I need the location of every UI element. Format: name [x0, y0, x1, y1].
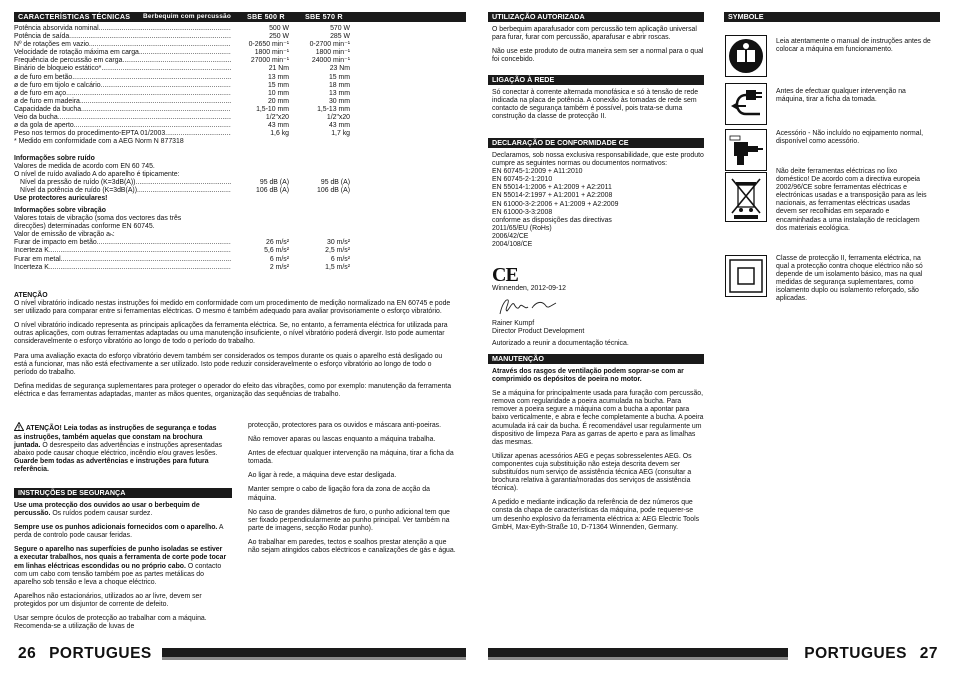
attention-paragraph: O nível vibratório indicado nestas instruções foi medido em conformidade com um procedimento de medição normalizado na EN 60745 e pode ser utilizado para comparar entre si ferramentas eléctricas. O mesmo é também adequado para avaliar provisoriamente o esforço vibratório.	[14, 300, 451, 316]
ce-authorized: Autorizado a reunir a documentação técnica.	[492, 340, 629, 348]
maint-text: Através dos rasgos de ventilação podem soprar-se com ar comprimido os depósitos de poeira no motor.	[492, 368, 684, 384]
spec-row	[14, 57, 350, 65]
spec-value-1: 43 mm	[267, 122, 289, 130]
spec-label: ø de furo em aço	[14, 89, 67, 97]
maint-section	[492, 368, 704, 538]
noise-value-2: 95 dB (A)	[320, 179, 350, 187]
spec-value-1: 500 W	[269, 25, 289, 32]
spec-value-2: 18 mm	[328, 81, 350, 89]
spec-value-2: 1,5-13 mm	[317, 105, 350, 113]
noise-value-1: 95 dB (A)	[259, 179, 289, 187]
safety-text: No caso de grandes diâmetros de furo, o punho adicional tem que ser fixado perpendicularmente ao punho principal. Ver também na parte de imagens, secção Rodar punho).	[248, 508, 450, 532]
vib-label: Incerteza K	[14, 247, 49, 255]
sym-text: Acessório - Não incluído no eqipamento normal, disponível como acessório.	[776, 130, 924, 146]
warning-block	[14, 422, 226, 475]
spec-value-1: 1/2"x20	[265, 114, 289, 122]
auth-section	[492, 26, 704, 70]
spec-row	[14, 41, 350, 49]
class-ii-icon	[725, 255, 767, 297]
warning-keep: Guarde bem todas as advertências e instruções para futura referência.	[14, 458, 209, 474]
page-language: PORTUGUES	[49, 645, 152, 662]
spec-row	[14, 25, 350, 33]
ce-norm-item: EN 61000-3-3:2008	[492, 208, 553, 216]
left-page	[14, 12, 466, 664]
safety-text: Ao trabalhar em paredes, tectos e soalhos prestar atenção a que não sejam atingidos cabos eléctricos e canalizações de gás e água.	[248, 538, 456, 555]
spec-value-2: 0-2700 min⁻¹	[309, 41, 350, 49]
footer-rule	[488, 648, 788, 660]
spec-row	[14, 98, 350, 106]
spec-label: Peso nos termos do procedimento-EPTA 01/2003	[14, 130, 166, 138]
spec-value-1: 15 mm	[267, 81, 289, 89]
spec-row	[14, 65, 350, 73]
noise-title: Informações sobre ruído	[14, 155, 95, 162]
right-page	[488, 12, 940, 664]
ce-intro: Declaramos, sob nossa exclusiva responsabilidade, que este produto cumpre as seguintes normas ou documentos normativos:	[492, 152, 704, 168]
vib-label: Furar de impacto em betão	[14, 239, 97, 247]
noise-label: Nível da pressão de ruído (K=3dB(A))	[20, 179, 136, 187]
sym-text: Classe de protecção II, ferramenta eléctrica, na qual a protecção contra choque eléctrico não só depende de um isolamento básico, mas na qual medidas de segurança suplementares, como isolamento duplo ou isolamento reforçado, são aplicadas.	[776, 255, 923, 303]
vib-value-2: 1,5 m/s²	[325, 263, 350, 271]
safety-header: INSTRUÇÕES DE SEGURANÇA	[14, 488, 232, 498]
page-language: PORTUGUES	[804, 645, 907, 662]
spec-row	[14, 114, 350, 122]
spec-value-2: 1,7 kg	[331, 130, 350, 138]
spec-label: ø de furo em betão	[14, 73, 73, 81]
footer-rule	[162, 648, 466, 660]
vib-label: Furar em metal	[14, 255, 61, 263]
safety-column	[14, 502, 228, 637]
spec-label: ø da gola de aperto	[14, 122, 74, 130]
vib-line: Valor de emissão de vibração aₕ:	[14, 231, 115, 239]
ce-name: Rainer Kumpf	[492, 320, 535, 327]
vib-value-1: 6 m/s²	[269, 255, 289, 263]
accessory-icon	[725, 129, 767, 171]
spec-value-2: 13 mm	[328, 89, 350, 97]
spec-value-1: 250 W	[269, 33, 289, 41]
noise-line: O nível de ruído avaliado A do aparelho é tipicamente:	[14, 171, 180, 179]
page-number	[18, 645, 152, 663]
spec-value-1: 0-2650 min⁻¹	[248, 41, 289, 49]
spec-label: Nº de rotações em vazio	[14, 41, 89, 49]
vib-value-2: 30 m/s²	[327, 239, 350, 247]
ce-norms	[492, 168, 704, 249]
safety-text: protecção, protectores para os ouvidos e máscara anti-poeiras.	[248, 422, 442, 429]
ce-signatory	[492, 320, 704, 348]
spec-value-1: 27000 min⁻¹	[250, 57, 289, 65]
safety-text: Aparelhos não estacionários, utilizados ao ar livre, devem ser protegidos por um disjuntor de corrente de defeito.	[14, 592, 202, 608]
ce-norm-item: 2011/65/EU (RoHs)	[492, 224, 552, 232]
safety-bold: Sempre use os punhos adicionais fornecidos com o aparelho.	[14, 524, 218, 532]
maint-text: A pedido e mediante indicação da referência de dez números que consta da chapa de características da máquina, pode requerer-se um desenho explosivo da ferramenta eléctrica a: AEG Electric Tools GmbH, Max-Eyth-Straße 10, D-71364 Winnenden, Germany.	[492, 499, 700, 531]
ce-norm-item: EN 60745-2-1:2010	[492, 176, 553, 184]
spec-row	[14, 122, 350, 130]
page-number-value: 27	[919, 645, 938, 662]
auth-header: UTILIZAÇÃO AUTORIZADA	[488, 12, 704, 22]
vib-value-2: 6 m/s²	[330, 255, 350, 263]
spec-header-title: CARACTERÍSTICAS TÉCNICAS	[18, 12, 131, 21]
noise-row	[20, 187, 350, 195]
attention-paragraph: O nível vibratório indicado representa as principais aplicações da ferramenta eléctrica. Se, no entanto, a ferramenta eléctrica for utilizada para outras aplicações, com outras ferramentas adaptadas ou uma manutenção insuficiente, o nível vibratório poderá divergir. Isto pode aumentar consideravelmente o esforço vibratório ao longo de todo o período do trabalho.	[14, 322, 448, 346]
ce-header: DECLARAÇÃO DE CONFORMIDADE CE	[488, 138, 704, 148]
signature-icon	[498, 296, 558, 323]
net-header: LIGAÇÃO À REDE	[488, 75, 704, 85]
maint-text: Se a máquina for principalmente usada para furação com percussão, remova com regularidade a poeira acumulada na bucha. Para remover a poeira segure a máquina com a bucha a apontar para baixo verticalmente, e abra e feche completamente a bucha. A poeira acumulada irá cair da bucha. É recomendável usar regularmente um dispositivo de limpeza Para as garras de aperto e para as limalhas das mesmas.	[492, 390, 704, 446]
spec-label: Veio da bucha	[14, 114, 58, 122]
net-section	[492, 89, 704, 127]
maint-text: Utilizar apenas acessórios AEG e peças sobresselentes AEG. Os componentes cuja substituição não esteja descrita devem ser substituídos num serviço de assistência técnica AEG (consultar a brochura relativa à garantia/moradas dos serviços de assistência técnica).	[492, 452, 692, 493]
spec-row	[14, 49, 350, 57]
vib-row	[14, 239, 350, 247]
spec-header-col1: SBE 500 R	[247, 12, 285, 21]
manual-icon	[725, 35, 767, 77]
spec-header-subtitle: Berbequim com percussão	[143, 13, 232, 20]
ce-norm-item: EN 61000-3-2:2006 + A1:2009 + A2:2009	[492, 200, 619, 208]
ce-norm-item: 2004/108/CE	[492, 241, 533, 249]
vibration-section	[14, 207, 350, 272]
spec-label: Capacidade da bucha	[14, 105, 82, 113]
spec-value-1: 1,6 kg	[270, 130, 289, 138]
spec-value-2: 1800 min⁻¹	[315, 49, 350, 57]
vib-title: Informações sobre vibração	[14, 207, 106, 214]
ce-place-date: Winnenden, 2012-09-12	[492, 285, 566, 292]
spec-value-1: 1800 min⁻¹	[254, 49, 289, 57]
spec-header	[14, 12, 466, 22]
noise-value-2: 106 dB (A)	[317, 187, 350, 195]
net-text: Só conectar à corrente alternada monofásica e só à tensão de rede indicada na placa de potência. A conexão às tomadas de rede sem contacto de segurança também é possível, pois trata-se duma construção da classe de protecção II.	[492, 89, 699, 121]
spec-value-2: 15 mm	[328, 73, 350, 81]
spec-value-1: 20 mm	[267, 97, 289, 105]
attention-title: ATENÇÃO	[14, 292, 48, 299]
vib-line: Valores totais de vibração (soma dos vectores das três	[14, 215, 182, 223]
warning-triangle-icon	[14, 422, 24, 434]
ce-norm-item: 2006/42/CE	[492, 232, 529, 240]
vib-label: Incerteza K	[14, 263, 49, 271]
spec-table	[14, 25, 350, 138]
vib-row	[14, 256, 350, 264]
attention-section	[14, 292, 452, 405]
ce-norm-item: EN 55014-2:1997 + A1:2001 + A2:2008	[492, 192, 613, 200]
vib-value-2: 2,5 m/s²	[325, 247, 350, 255]
noise-label: Nível da potência de ruído (K=3dB(A))	[20, 187, 138, 195]
ce-norm-item: conforme as disposições das directivas	[492, 216, 612, 224]
safety-text: A perda de controlo pode causar feridas.	[14, 524, 224, 540]
safety-text: Os ruídos podem causar surdez.	[52, 510, 153, 518]
noise-row	[20, 179, 350, 187]
spec-value-2: 1/2"x20	[326, 114, 350, 122]
page-number	[804, 645, 938, 663]
maint-header: MANUTENÇÃO	[488, 354, 704, 364]
spec-footnote: * Medido em conformidade com a AEG Norm N 877318	[14, 138, 184, 145]
safety-text: Manter sempre o cabo de ligação fora da zona de acção da máquina.	[248, 486, 430, 502]
page-footer-left	[14, 645, 466, 670]
spec-value-1: 13 mm	[267, 73, 289, 81]
spec-value-2: 30 mm	[328, 97, 350, 105]
noise-line: Valores de medida de acordo com EN 60 745.	[14, 163, 155, 171]
unplug-icon	[725, 83, 767, 125]
sym-text: Leia atentamente o manual de instruções antes de colocar a máquina em funcionamento.	[776, 38, 931, 54]
spec-value-2: 570 W	[330, 25, 350, 32]
spec-row	[14, 106, 350, 114]
safety-bold: Segure o aparelho nas superfícies de punho isoladas se estiver a executar trabalhos, nos quais a ferramenta de corte pode tocar em linhas eléctricas escondidas ou no próprio cabo.	[14, 546, 227, 570]
safety-bold: Use uma protecção dos ouvidos ao usar o berbequim de percussão.	[14, 502, 200, 518]
spec-row	[14, 33, 350, 41]
page-number-value: 26	[18, 645, 37, 662]
spec-value-2: 43 mm	[328, 122, 350, 130]
safety-text: Usar sempre óculos de protecção ao trabalhar com a máquina. Recomenda-se a utilização de luvas de	[14, 615, 207, 631]
spec-label: Potência de saída	[14, 33, 70, 41]
vib-row	[14, 264, 350, 272]
safety-text: Não remover aparas ou lascas enquanto a máquina trabalha.	[248, 436, 436, 444]
spec-value-2: 23 Nm	[329, 65, 350, 73]
vib-line: direcções) determinadas conforme EN 60745.	[14, 223, 155, 231]
page-footer-right	[488, 645, 940, 670]
vib-value-1: 5,6 m/s²	[264, 247, 289, 255]
ce-role: Director Product Development	[492, 328, 585, 336]
spec-label: Frequência de percussão em carga	[14, 57, 123, 65]
spec-row	[14, 90, 350, 98]
warning-text: O desrespeito das advertências e instruções apresentadas abaixo pode causar choque eléctrico, incêndio e/ou graves lesões.	[14, 442, 222, 458]
vib-row	[14, 247, 350, 255]
ce-norm-item: EN 55014-1:2006 + A1:2009 + A2:2011	[492, 184, 612, 192]
spec-value-1: 21 Nm	[268, 65, 289, 73]
safety-text: O contacto com um cabo com tensão também poe as partes metálicas do aparelho sob tensão e leva a choque eléctrico.	[14, 562, 222, 586]
noise-protect: Use protectores auriculares!	[14, 195, 108, 203]
spec-label: Binário de bloqueio estático*	[14, 65, 102, 73]
spec-value-2: 24000 min⁻¹	[311, 57, 350, 65]
attention-paragraph: Para uma avaliação exacta do esforço vibratório devem também ser considerados os tempos durante os quais o aparelho está desligado ou está a funcionar, mas não está efectivamente a ser utilizado. Isto pode reduzir consideravelmente o esforço vibratório ao longo de todo o período do trabalho.	[14, 352, 443, 376]
safety-text: Antes de efectuar qualquer intervenção na máquina, tirar a ficha da tomada.	[248, 450, 454, 466]
vib-value-1: 2 m/s²	[269, 263, 289, 271]
spec-label: Potência absorvida nominal	[14, 25, 99, 32]
spec-row	[14, 74, 350, 82]
ce-norm-item: EN 60745-1:2009 + A11:2010	[492, 168, 583, 176]
attention-paragraph: Defina medidas de segurança suplementares para proteger o operador do efeito das vibrações, como por exemplo: manutenção da ferramenta eléctrica e das ferramentas adaptadas, manter as mãos quentes, organização das sequências de trabalho.	[14, 382, 452, 398]
vib-rows	[14, 239, 350, 271]
auth-text: Não use este produto de outra maneira sem ser a normal para o qual foi concebido.	[492, 48, 704, 64]
weee-bin-icon	[725, 172, 767, 222]
spec-value-2: 285 W	[330, 33, 350, 41]
spec-row	[14, 82, 350, 90]
sym-text: Não deite ferramentas eléctricas no lixo doméstico! De acordo com a directiva europeia 2002/96/CE sobre ferramentas eléctricas e electrónicas usadas e a transposição para as leis nacionais, as ferramentas eléctricas usadas devem ser recolhidas em separado e encaminhadas a uma instalação de reciclagem dos materiais ecológica.	[776, 168, 927, 232]
noise-section	[14, 155, 350, 204]
spec-label: Velocidade de rotação máxima em carga	[14, 49, 139, 57]
warning-title: ATENÇÃO! Leia todas as instruções de segurança e todas as instruções, também aquelas que constam na brochura juntada.	[14, 425, 217, 450]
vib-value-1: 26 m/s²	[266, 239, 289, 247]
sym-header: SYMBOLE	[724, 12, 940, 22]
ce-section	[492, 152, 704, 249]
noise-value-1: 106 dB (A)	[256, 187, 289, 195]
safety-column-2	[248, 422, 456, 561]
safety-text: Ao ligar à rede, a máquina deve estar desligada.	[248, 472, 397, 480]
spec-label: ø de furo em tijolo e calcário	[14, 81, 101, 89]
spec-value-1: 10 mm	[267, 89, 289, 97]
sym-text: Antes de efectuar qualquer intervenção na máquina, tirar a ficha da tomada.	[776, 88, 906, 104]
spec-header-col2: SBE 570 R	[305, 12, 343, 21]
spec-value-1: 1,5-10 mm	[256, 105, 289, 113]
spec-label: ø de furo em madeira	[14, 97, 80, 105]
ce-mark: CE	[492, 264, 518, 286]
auth-text: O berbequim aparafusador com percussão tem aplicação universal para furar, furar com percussão, aparafusar e abrir roscas.	[492, 26, 697, 42]
noise-rows	[14, 179, 350, 195]
